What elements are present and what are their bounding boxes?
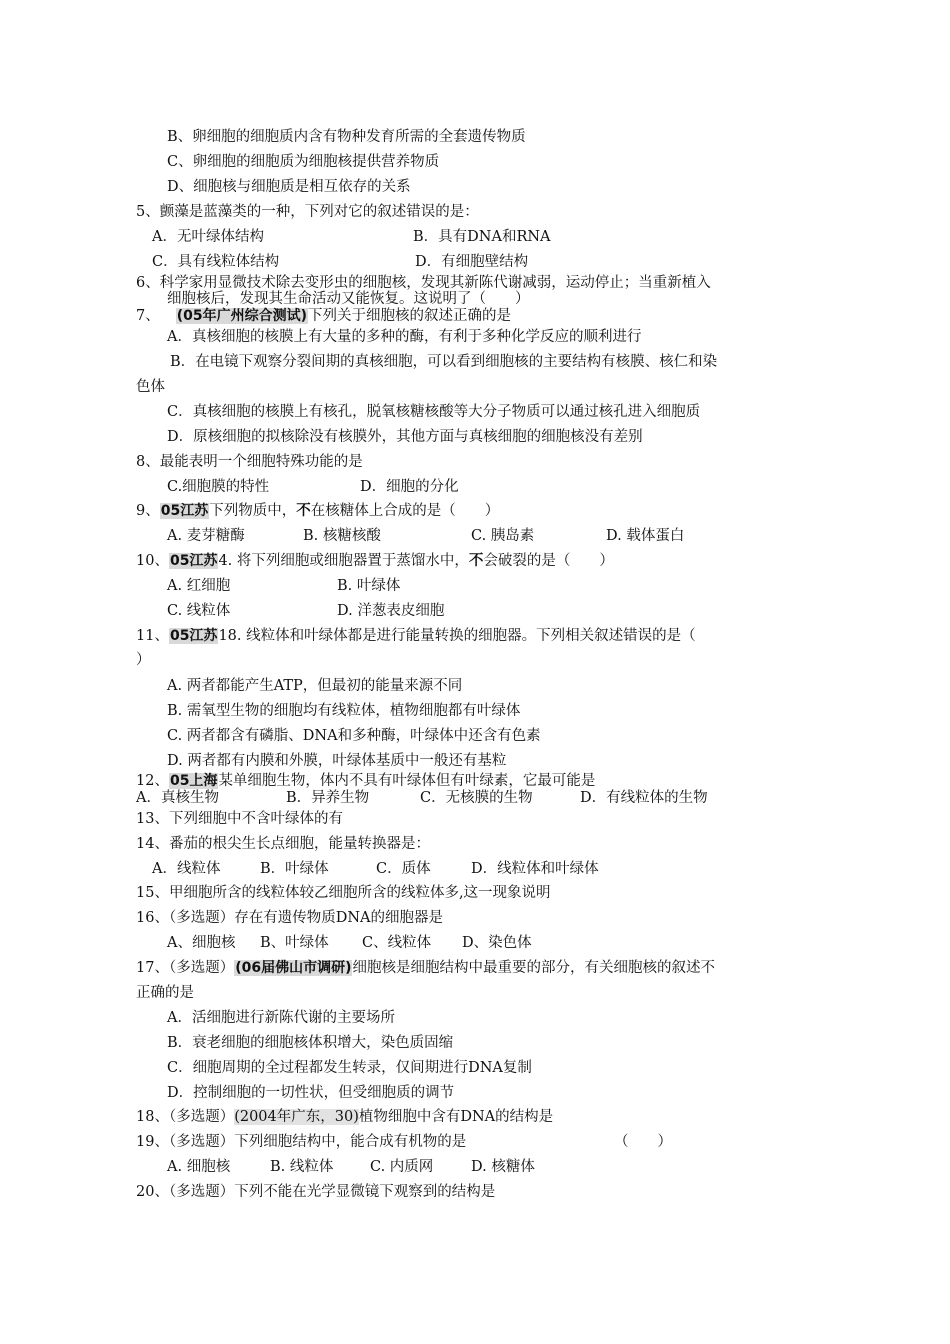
q7-number: 7、 <box>136 308 160 324</box>
q9-option-d: D. 载体蛋白 <box>606 528 685 544</box>
q9-number: 9、 <box>136 503 160 519</box>
q14-option-c: C．质体 <box>376 861 431 877</box>
q17-option-d: D．控制细胞的一切性状，但受细胞质的调节 <box>167 1085 455 1101</box>
q10-number: 10、 <box>136 553 169 569</box>
q9-option-c: C. 胰岛素 <box>471 528 535 544</box>
q11-stem: 18. 线粒体和叶绿体都是进行能量转换的细胞器。下列相关叙述错误的是（ <box>218 628 696 644</box>
q7-option-a: A．真核细胞的核膜上有大量的多种的酶，有利于多种化学反应的顺利进行 <box>167 329 642 345</box>
q10-option-c: C. 线粒体 <box>167 603 231 619</box>
q19-stem: 19、（多选题）下列细胞结构中，能合成有机物的是 <box>136 1134 467 1150</box>
q9-option-a: A. 麦芽糖酶 <box>167 528 245 544</box>
q6-line2: 细胞核后，发现其生命活动又能恢复。这说明了（ ） <box>167 291 530 307</box>
q12-option-a: A．真核生物 <box>136 790 219 806</box>
q17-option-a: A．活细胞进行新陈代谢的主要场所 <box>167 1010 395 1026</box>
q9-stem-line <box>136 502 499 520</box>
q14-option-b: B．叶绿体 <box>260 861 329 877</box>
q8-stem: 8、最能表明一个细胞特殊功能的是 <box>136 454 363 470</box>
q11-stem-line <box>136 627 696 645</box>
q17-number: 17、（多选题） <box>136 960 235 976</box>
q14-stem: 14、番茄的根尖生长点细胞，能量转换器是： <box>136 836 430 852</box>
q7-option-b-line2: 色体 <box>136 379 165 395</box>
q17-stem-line <box>136 959 715 977</box>
q14-option-d: D．线粒体和叶绿体 <box>471 861 599 877</box>
q16-option-c: C、线粒体 <box>362 935 432 951</box>
q12-option-d: D．有线粒体的生物 <box>580 790 708 806</box>
q9-source-tag: 05江苏 <box>160 503 209 519</box>
q12-stem-line <box>136 772 595 790</box>
q12-source-tag: 05上海 <box>169 773 218 789</box>
q11-source-tag: 05江苏 <box>169 628 218 644</box>
q16-option-b: B、叶绿体 <box>260 935 329 951</box>
q7-option-b-line1: B．在电镜下观察分裂间期的真核细胞，可以看到细胞核的主要结构有核膜、核仁和染 <box>170 354 718 370</box>
q17-option-c: C．细胞周期的全过程都发生转录，仅间期进行DNA复制 <box>167 1060 532 1076</box>
q19-option-a: A. 细胞核 <box>167 1159 231 1175</box>
q19-answer-paren: （ ） <box>614 1134 672 1150</box>
q19-option-c: C. 内质网 <box>370 1159 434 1175</box>
q5-option-a: A．无叶绿体结构 <box>152 229 264 245</box>
q4-option-d: D、细胞核与细胞质是相互依存的关系 <box>167 179 411 195</box>
q11-option-a: A. 两者都能产生ATP，但最初的能量来源不同 <box>167 678 463 694</box>
q10-option-a: A. 红细胞 <box>167 578 231 594</box>
q14-option-a: A．线粒体 <box>152 861 221 877</box>
q9-option-b: B. 核糖核酸 <box>303 528 381 544</box>
q13-stem: 13、下列细胞中不含叶绿体的有 <box>136 811 343 827</box>
q9-stem-bold: 不 <box>296 503 311 519</box>
q18-number: 18、（多选题） <box>136 1109 235 1125</box>
q11-option-c: C. 两者都含有磷脂、DNA和多种酶，叶绿体中还含有色素 <box>167 728 541 744</box>
q10-option-b: B. 叶绿体 <box>337 578 401 594</box>
q7-stem: 下列关于细胞核的叙述正确的是 <box>308 308 512 324</box>
q11-stem-line2: ） <box>136 652 151 668</box>
q7-stem-line <box>136 307 511 325</box>
q6-line1: 6、科学家用显微技术除去变形虫的细胞核，发现其新陈代谢减弱，运动停止；当重新植入 <box>136 275 711 291</box>
q19-option-b: B. 线粒体 <box>270 1159 334 1175</box>
q16-option-d: D、染色体 <box>462 935 532 951</box>
q17-stem: 细胞核是细胞结构中最重要的部分，有关细胞核的叙述不 <box>352 960 715 976</box>
q12-stem: 某单细胞生物，体内不具有叶绿体但有叶绿素，它最可能是 <box>218 773 596 789</box>
q11-number: 11、 <box>136 628 169 644</box>
q10-stem-pre: 4. 将下列细胞或细胞器置于蒸馏水中， <box>218 553 469 569</box>
q5-option-b: B．具有DNA和RNA <box>413 229 551 245</box>
q10-stem-line <box>136 552 614 570</box>
q11-option-d: D. 两者都有内膜和外膜，叶绿体基质中一般还有基粒 <box>167 753 507 769</box>
q9-stem-pre: 下列物质中， <box>209 503 297 519</box>
q7-source-tag: (05年广州综合测试) <box>176 308 308 324</box>
q16-option-a: A、细胞核 <box>167 935 236 951</box>
q4-option-b: B、卵细胞的细胞质内含有物种发育所需的全套遗传物质 <box>167 129 526 145</box>
q10-option-d: D. 洋葱表皮细胞 <box>337 603 445 619</box>
q8-option-d: D．细胞的分化 <box>360 479 459 495</box>
q8-option-c: C.细胞膜的特性 <box>167 479 270 495</box>
q17-stem-line2: 正确的是 <box>136 985 194 1001</box>
q10-source-tag: 05江苏 <box>169 553 218 569</box>
q9-stem-post: 在核糖体上合成的是（ ） <box>310 503 500 519</box>
q7-option-d: D．原核细胞的拟核除没有核膜外，其他方面与真核细胞的细胞核没有差别 <box>167 429 643 445</box>
q17-option-b: B．衰老细胞的细胞核体积增大，染色质固缩 <box>167 1035 454 1051</box>
q18-source-tag: (2004年广东，30) <box>234 1109 359 1125</box>
q12-option-c: C．无核膜的生物 <box>420 790 533 806</box>
q20-stem: 20、（多选题）下列不能在光学显微镜下观察到的结构是 <box>136 1184 496 1200</box>
q10-stem-post: 会破裂的是（ ） <box>483 553 614 569</box>
q5-option-c: C．具有线粒体结构 <box>152 254 280 270</box>
q11-option-b: B. 需氧型生物的细胞均有线粒体，植物细胞都有叶绿体 <box>167 703 521 719</box>
q19-option-d: D. 核糖体 <box>471 1159 535 1175</box>
q5-option-d: D．有细胞壁结构 <box>415 254 529 270</box>
q18-stem: 植物细胞中含有DNA的结构是 <box>358 1109 554 1125</box>
q15-stem: 15、甲细胞所含的线粒体较乙细胞所含的线粒体多,这一现象说明 <box>136 885 551 901</box>
q5-stem: 5、颤藻是蓝藻类的一种，下列对它的叙述错误的是： <box>136 204 479 220</box>
q17-source-tag: (06届佛山市调研) <box>235 960 352 976</box>
q12-number: 12、 <box>136 773 169 789</box>
q12-option-b: B．异养生物 <box>286 790 370 806</box>
q7-option-c: C．真核细胞的核膜上有核孔，脱氧核糖核酸等大分子物质可以通过核孔进入细胞质 <box>167 404 701 420</box>
q10-stem-bold: 不 <box>468 553 484 569</box>
q4-option-c: C、卵细胞的细胞质为细胞核提供营养物质 <box>167 154 440 170</box>
q16-stem: 16、（多选题）存在有遗传物质DNA的细胞器是 <box>136 910 443 926</box>
q18-stem-line <box>136 1108 553 1126</box>
